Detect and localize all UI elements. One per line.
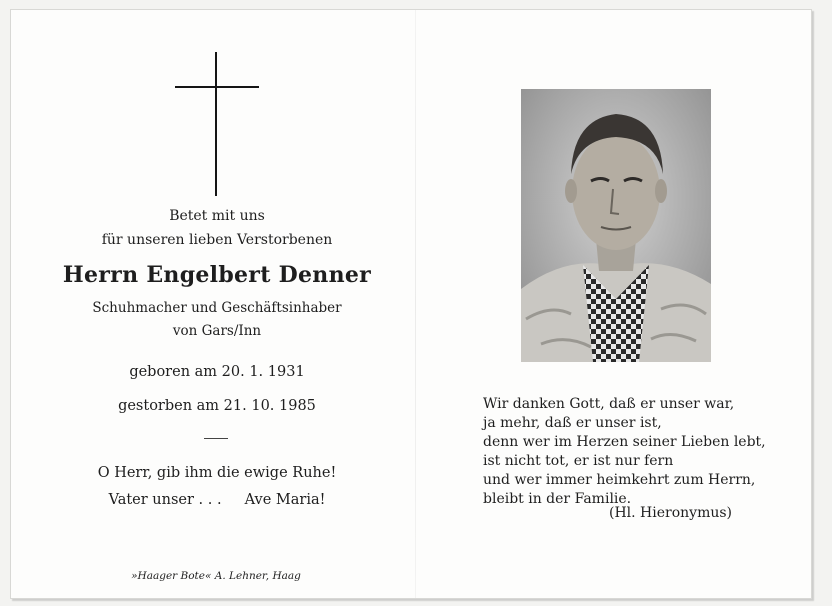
poem-line: Wir danken Gott, daß er unser war, xyxy=(483,396,735,412)
poem-line: und wer immer heimkehrt zum Herrn, xyxy=(483,472,756,488)
divider xyxy=(204,438,228,439)
portrait-photo xyxy=(521,89,711,362)
birth-date: geboren am 20. 1. 1931 xyxy=(129,364,305,380)
poem-line: ist nicht tot, er ist nur fern xyxy=(483,453,674,469)
card-fold-line xyxy=(415,10,416,598)
death-date: gestorben am 21. 10. 1985 xyxy=(118,398,316,414)
memorial-card xyxy=(10,9,812,599)
prayer-line-2: Vater unser . . . Ave Maria! xyxy=(108,492,326,508)
cross-icon xyxy=(175,52,259,196)
intro-line-1: Betet mit uns xyxy=(169,208,265,224)
poem-line: bleibt in der Familie. xyxy=(483,491,632,507)
prayer-line-1: O Herr, gib ihm die ewige Ruhe! xyxy=(97,465,337,481)
deceased-name: Herrn Engelbert Denner xyxy=(62,262,372,288)
poem-attribution: (Hl. Hieronymus) xyxy=(609,505,733,521)
poem xyxy=(483,395,783,509)
origin: von Gars/Inn xyxy=(172,323,262,339)
occupation: Schuhmacher und Geschäftsinhaber xyxy=(92,300,342,316)
intro-line-2: für unseren lieben Verstorbenen xyxy=(101,232,333,248)
printer-imprint: »Haager Bote« A. Lehner, Haag xyxy=(131,570,301,582)
poem-line: denn wer im Herzen seiner Lieben lebt, xyxy=(483,434,766,450)
poem-line: ja mehr, daß er unser ist, xyxy=(483,415,662,431)
